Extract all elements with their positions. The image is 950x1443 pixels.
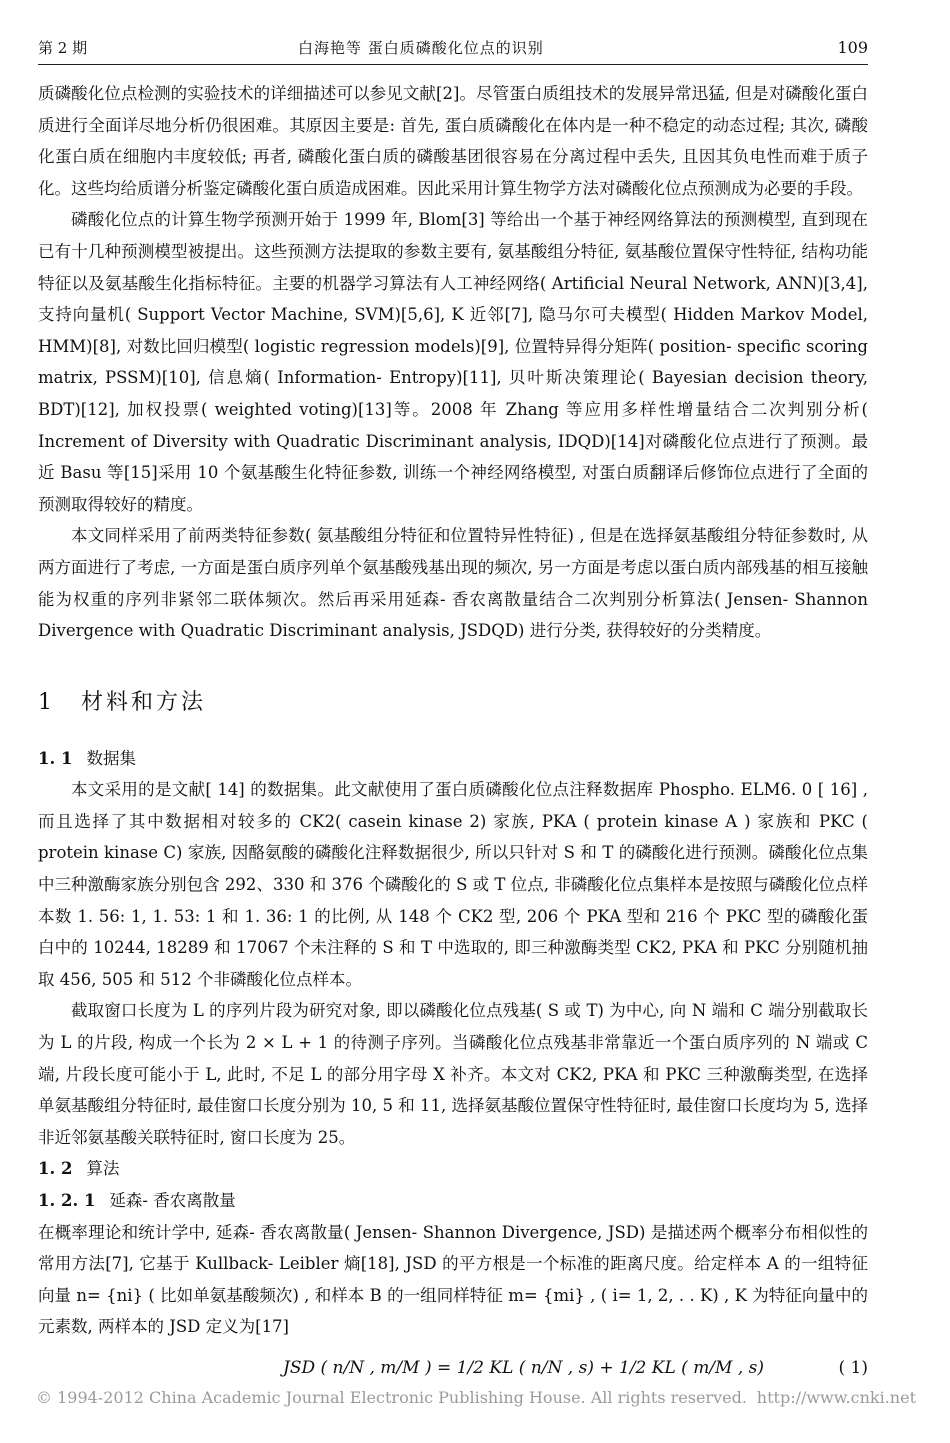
subsection-number: 1. 2 (38, 1159, 73, 1179)
paragraph-1: 质磷酸化位点检测的实验技术的详细描述可以参见文献[2]。尽管蛋白质组技术的发展异常迅猛, 但是对磷酸化蛋白质进行全面详尽地分析仍很困难。其原因主要是: 首先, 蛋白质磷酸化在体内是一种不稳定的动态过程; 其次, 磷酸化蛋白质在细胞内丰度较低; 再者, 磷酸化蛋白质的磷酸基团很容易在分离过程中丢失, 且因其负电性而难于质子化。这些均给质谱分析鉴定磷酸化蛋白质造成困难。因此采用计算生物学方法对磷酸化位点预测成为必要的手段。 (38, 84, 868, 198)
paragraph-2: 磷酸化位点的计算生物学预测开始于 1999 年, Blom[3] 等给出一个基于神经网络算法的预测模型, 直到现在已有十几种预测模型被提出。这些预测方法提取的参数主要有, 氨基酸组分特征, 氨基酸位置保守性特征, 结构功能特征以及氨基酸生化指标特征。主要的机器学习算法有人工神经网络( Artificial Neural Network, ANN)[3,4], 支持向量机( Support Vector Machine, SVM)[5,6], K 近邻[7], 隐马尔可夫模型( Hidden Markov Model, HMM)[8], 对数比回归模型( logistic regression models)[9], 位置特异得分矩阵( position- specific scoring matrix, PSSM)[10], 信息熵( Information- Entropy)[11], 贝叶斯决策理论( Bayesian decision theory, BDT)[12], 加权投票( weighted voting)[13]等。2008 年 Zhang 等应用多样性增量结合二次判别分析( Increment of Diversity with Quadratic Discriminant analysis, IDQD)[14]对磷酸化位点进行了预测。最近 Basu 等[15]采用 10 个氨基酸生化特征参数, 训练一个神经网络模型, 对蛋白质翻译后修饰位点进行了全面的预测取得较好的精度。 (38, 210, 868, 514)
running-header (38, 38, 868, 65)
section-heading-1 (38, 685, 868, 721)
paragraph-4: 本文采用的是文献[ 14] 的数据集。此文献使用了蛋白质磷酸化位点注释数据库 Phospho. ELM6. 0 [ 16] , 而且选择了其中数据相对较多的 CK2( casein kinase 2) 家族, PKA ( protein kinase A ) 家族和 PKC ( protein kinase C) 家族, 因酪氨酸的磷酸化注释数据很少, 所以只针对 S 和 T 的磷酸化进行预测。磷酸化位点集中三种激酶家族分别包含 292、330 和 376 个磷酸化的 S 或 T 位点, 非磷酸化位点集样本是按照与磷酸化位点样本数 1. 56: 1, 1. 53: 1 和 1. 36: 1 的比例, 从 148 个 CK2 型, 206 个 PKA 型和 216 个 PKC 型的磷酸化蛋白中的 10244, 18289 和 17067 个未注释的 S 和 T 中选取的, 即三种激酶类型 CK2, PKA 和 PKC 分别随机抽取 456, 505 和 512 个非磷酸化位点样本。 (38, 780, 868, 989)
running-title: 白海艳等 蛋白质磷酸化位点的识别 (298, 39, 544, 57)
subsection-title: 算法 (86, 1159, 120, 1179)
page-number: 109 (837, 38, 868, 57)
subsection-heading-1-2-1 (38, 1185, 868, 1217)
subsection-title: 数据集 (86, 748, 136, 768)
paragraph-5: 截取窗口长度为 L 的序列片段为研究对象, 即以磷酸化位点残基( S 或 T) 为中心, 向 N 端和 C 端分别截取长为 L 的片段, 构成一个长为 2 × L + 1 的待测子序列。当磷酸化位点残基非常靠近一个蛋白质序列的 N 端或 C 端, 片段长度可能小于 L, 此时, 不足 L 的部分用字母 X 补齐。本文对 CK2, PKA 和 PKC 三种激酶类型, 在选择单氨基酸组分特征时, 最佳窗口长度分别为 10, 5 和 11, 选择氨基酸位置保守性特征时, 最佳窗口长度均为 5, 选择非近邻氨基酸关联特征时, 窗口长度为 25。 (38, 1001, 868, 1147)
copyright-text: © 1994-2012 China Academic Journal Electronic Publishing House. All rights reserved. (36, 1388, 747, 1407)
section-title: 材料和方法 (81, 689, 207, 715)
paragraph-3: 本文同样采用了前两类特征参数( 氨基酸组分特征和位置特异性特征) , 但是在选择氨基酸组分特征参数时, 从两方面进行了考虑, 一方面是蛋白质序列单个氨基酸残基出现的频次, 另一方面是考虑以蛋白质内部残基的相互接触能为权重的序列非紧邻二联体频次。然后再采用延森- 香农离散量结合二次判别分析算法( Jensen- Shannon Divergence with Quadratic Discriminant analysis, JSDQD) 进行分类, 获得较好的分类精度。 (38, 526, 868, 641)
subsection-heading-1-1 (38, 743, 868, 775)
article-body (38, 78, 868, 1387)
paragraph-6: 在概率理论和统计学中, 延森- 香农离散量( Jensen- Shannon Divergence, JSD) 是描述两个概率分布相似性的常用方法[7], 它基于 Kullback- Leibler 熵[18], JSD 的平方根是一个标准的距离尺度。给定样本 A 的一组特征向量 n= {ni} ( 比如单氨基酸频次) , 和样本 B 的一组同样特征 m= {mi} , ( i= 1, 2, . . K) , K 为特征向量中的元素数, 两样本的 JSD 定义为[17] (38, 1222, 868, 1337)
issue-label: 第 2 期 (38, 39, 88, 57)
footer-url: http://www.cnki.net (756, 1388, 916, 1407)
copyright-footer (36, 1388, 916, 1407)
equation-expression: JSD ( n/N , m/M ) = 1/2 KL ( n/N , s) + 1/2 KL ( m/M , s) (283, 1357, 765, 1378)
subsection-number: 1. 2. 1 (38, 1191, 96, 1210)
subsection-title: 延森- 香农离散量 (109, 1191, 236, 1210)
equation-1 (38, 1347, 868, 1387)
subsection-heading-1-2 (38, 1153, 868, 1185)
equation-number: ( 1) (838, 1357, 868, 1378)
section-number: 1 (38, 689, 55, 715)
subsection-number: 1. 1 (38, 748, 73, 768)
